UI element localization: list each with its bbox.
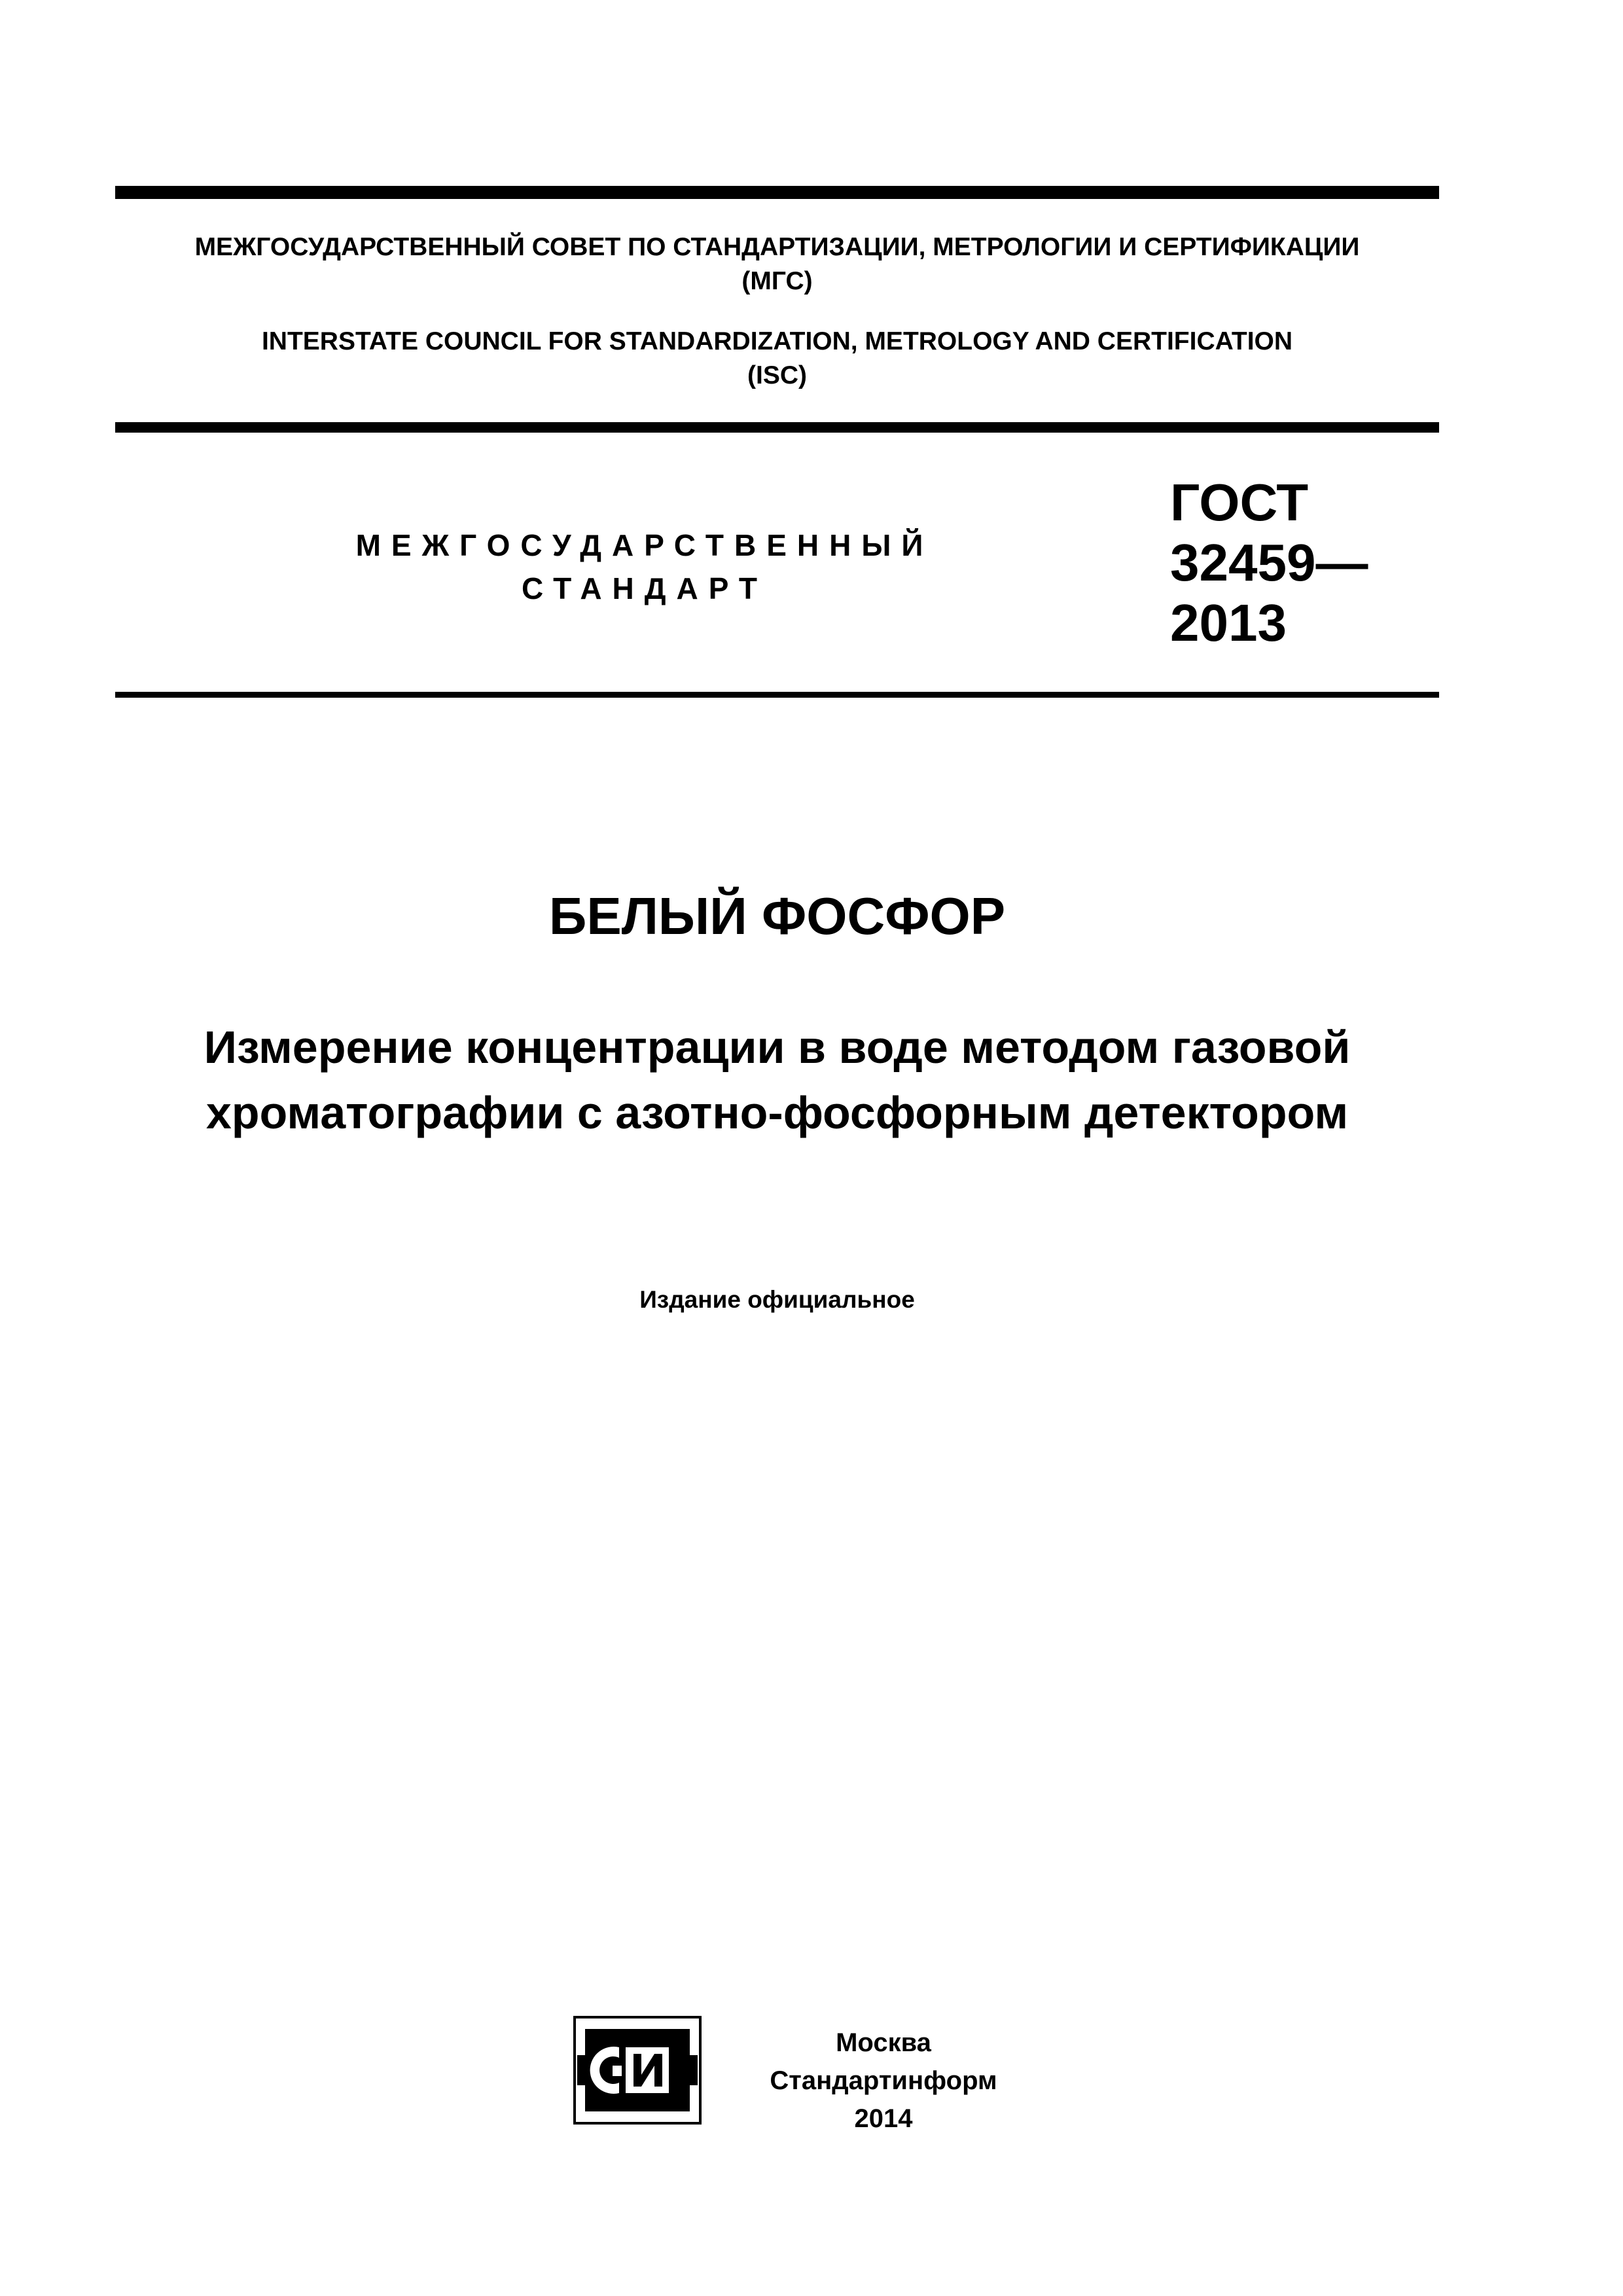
gost-number: 32459—: [1170, 533, 1368, 592]
document-subtitle-line2: хроматографии с азотно-фосфорным детектором: [205, 1087, 1349, 1138]
edition-note: Издание официальное: [639, 1286, 915, 1313]
top-rule: [115, 186, 1439, 199]
publisher-year: 2014: [854, 2104, 913, 2133]
council-name-en: [115, 325, 1439, 393]
document-title: БЕЛЫЙ ФОСФОР: [548, 887, 1006, 945]
publisher-city: Москва: [836, 2028, 931, 2057]
document-subtitle-line1: Измерение концентрации в воде методом газовой: [204, 1022, 1351, 1073]
document-subtitle: [115, 1014, 1439, 1145]
publisher-imprint: [720, 2024, 1047, 2138]
gost-label: ГОСТ: [1170, 473, 1309, 531]
standartinform-logo-icon: [573, 2016, 702, 2125]
middle-rule: [115, 422, 1439, 433]
council-name-ru-line: МЕЖГОСУДАРСТВЕННЫЙ СОВЕТ ПО СТАНДАРТИЗАЦИИ, МЕТРОЛОГИИ И СЕРТИФИКАЦИИ: [194, 233, 1360, 261]
standard-kind: [275, 524, 1014, 610]
gost-year: 2013: [1170, 594, 1287, 652]
council-name-en-line: INTERSTATE COUNCIL FOR STANDARDIZATION, METROLOGY AND CERTIFICATION: [261, 327, 1293, 355]
standard-kind-line1: МЕЖГОСУДАРСТВЕННЫЙ: [355, 528, 934, 562]
council-abbr-ru: (МГС): [741, 267, 813, 295]
standard-kind-line2: СТАНДАРТ: [522, 571, 768, 605]
council-name-ru: [115, 230, 1439, 298]
bottom-rule: [115, 692, 1439, 698]
gost-designation: [1170, 473, 1445, 653]
publisher-name: Стандартинформ: [770, 2066, 997, 2095]
council-abbr-en: (ISC): [747, 361, 807, 389]
